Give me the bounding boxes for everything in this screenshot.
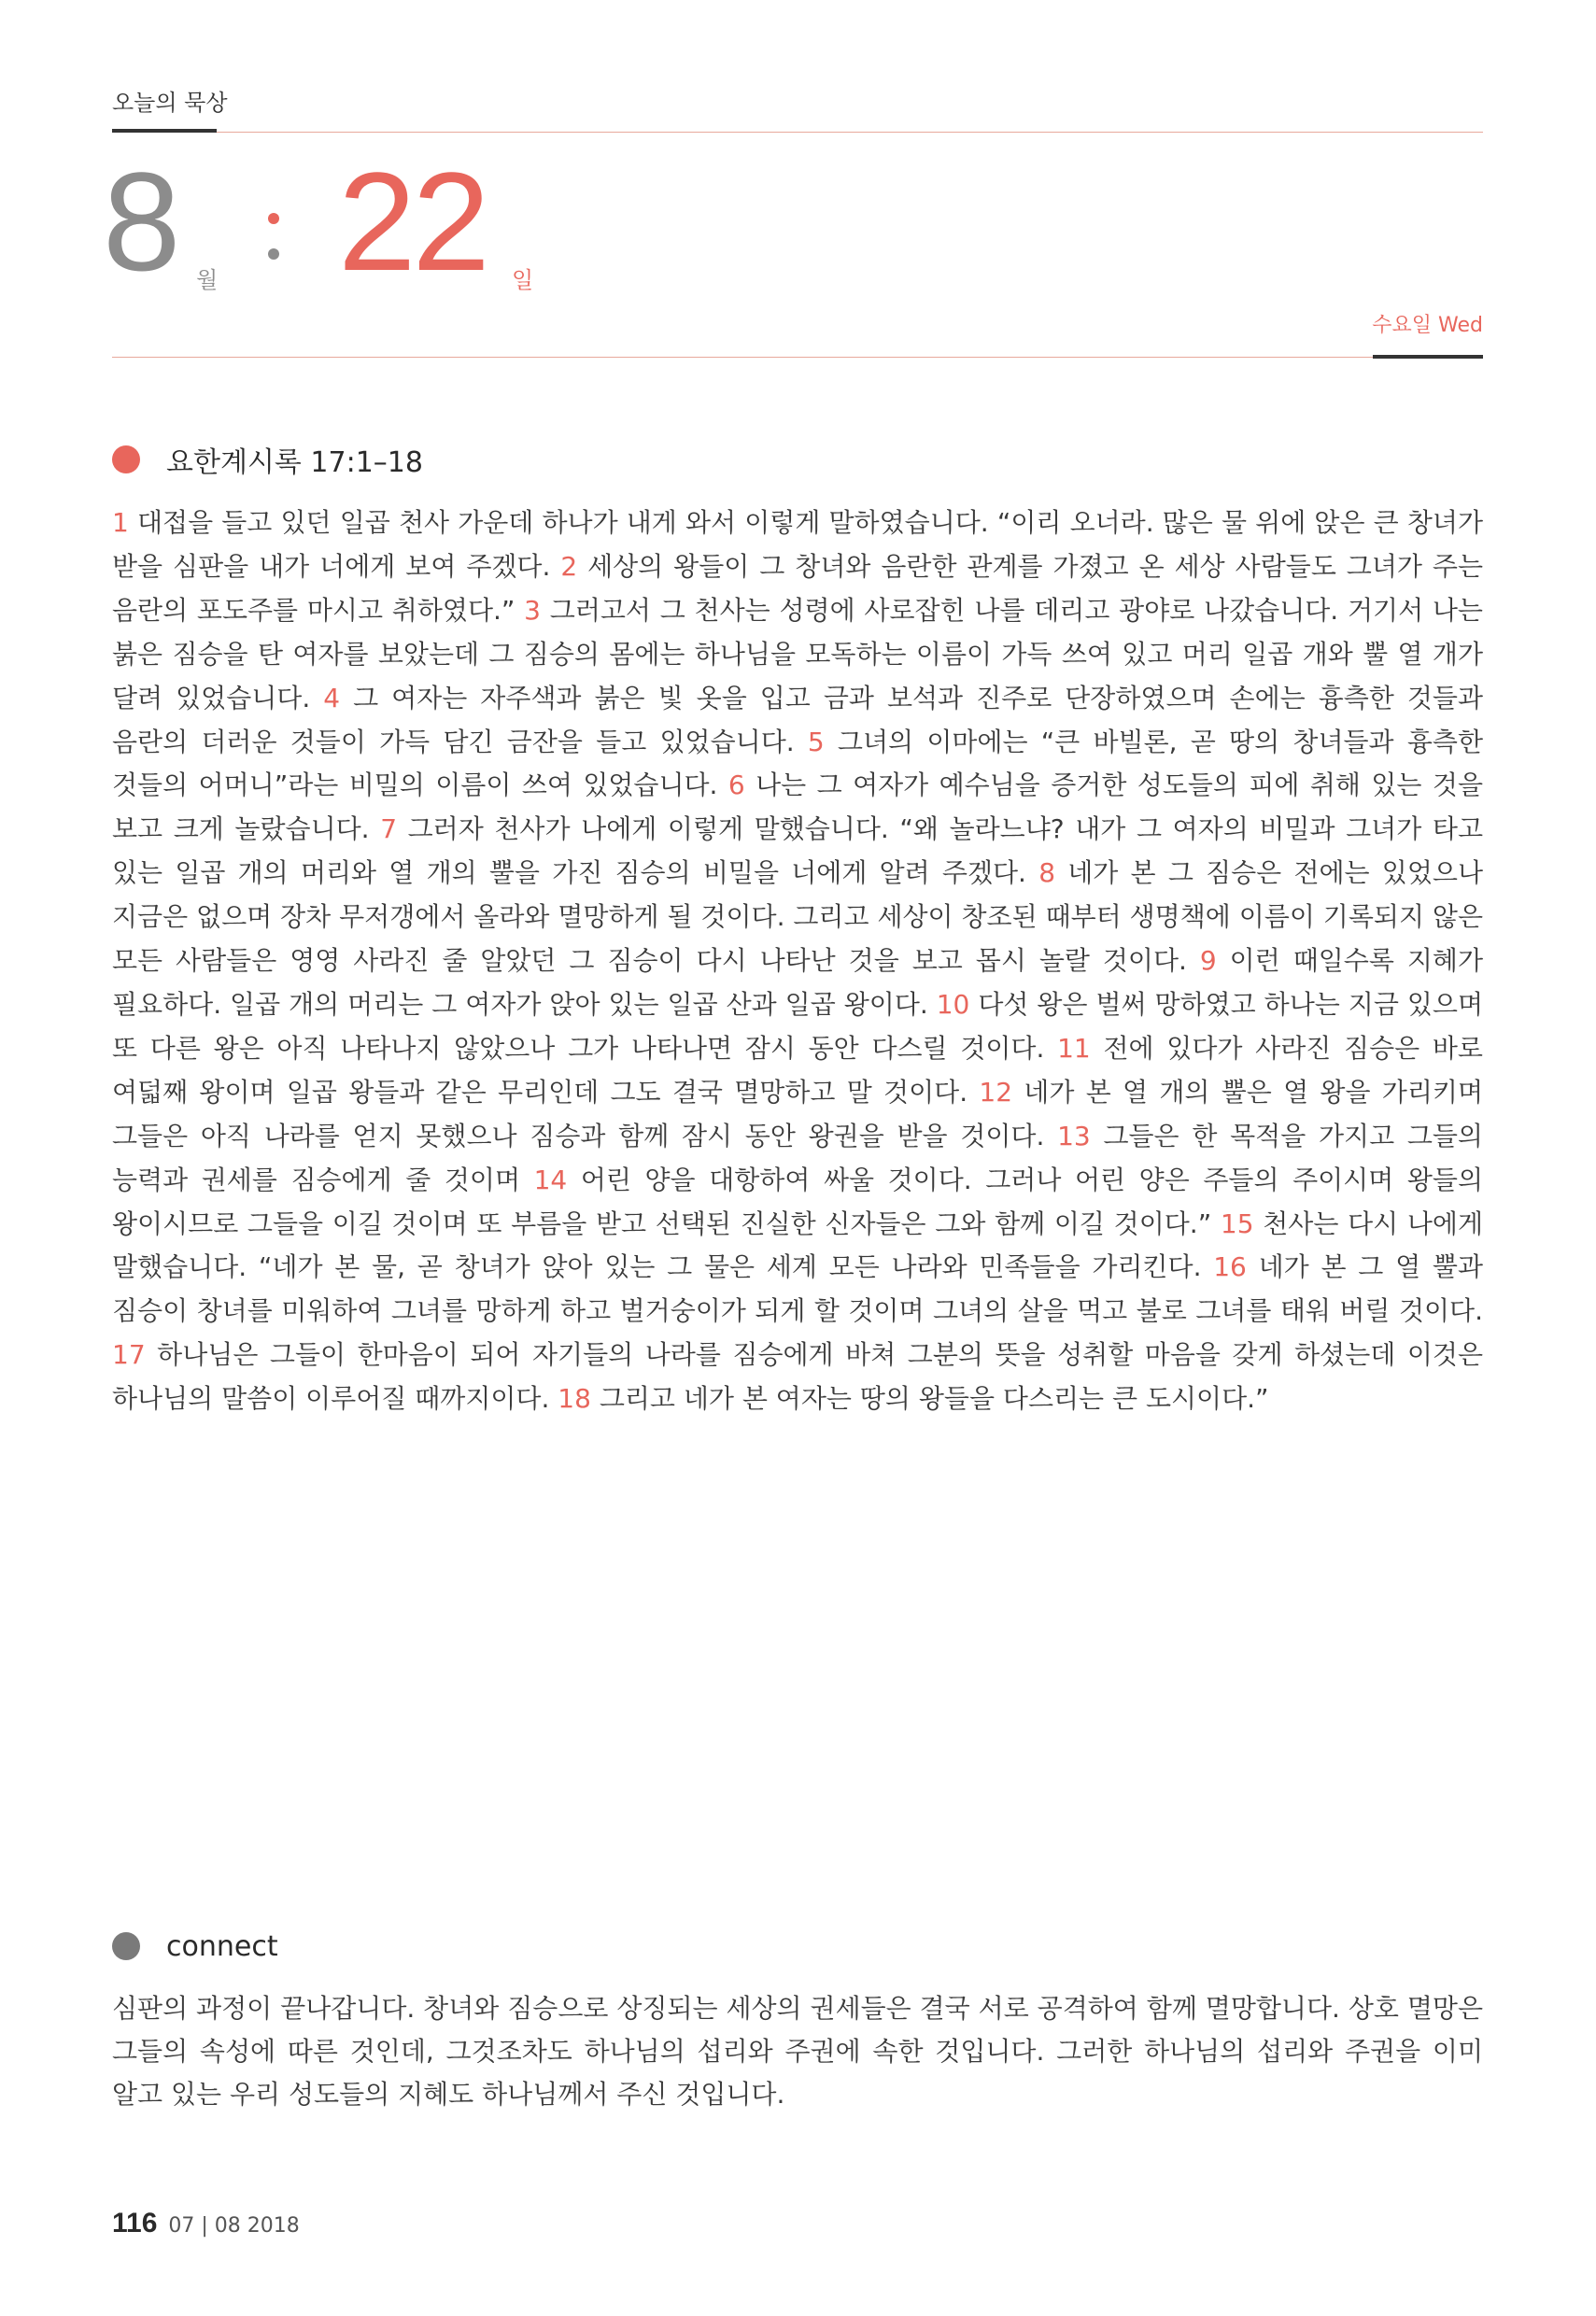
- verse-number: 3: [524, 594, 541, 626]
- date-day-unit: 일: [512, 267, 534, 293]
- verse-text: 전에 있다가 사라진 짐승은 바로 여덟째 왕이며 일곱 왕들과 같은 무리인데 그도 결국 멸망하고 말 것이다.: [112, 1032, 1483, 1108]
- verse-number: 4: [323, 682, 341, 713]
- section-label: 오늘의 묵상: [112, 90, 228, 116]
- verse-number: 14: [533, 1164, 568, 1195]
- verse-text: 어린 양을 대항하여 싸울 것이다. 그러나 어린 양은 주들의 주이시며 왕들의 왕이시므로 그들을 이길 것이며 또 부름을 받고 선택된 진실한 신자들은 그와 함께 이길 것이다.”: [112, 1164, 1483, 1239]
- scripture-heading: [112, 441, 423, 478]
- page-footer: [112, 2208, 300, 2239]
- verse-text: 그리고 네가 본 여자는 땅의 왕들을 다스리는 큰 도시이다.”: [590, 1383, 1269, 1415]
- verse-number: 6: [727, 770, 745, 801]
- date-separator: [268, 213, 279, 269]
- verse-text: 이런 때일수록 지혜가 필요하다. 일곱 개의 머리는 그 여자가 앉아 있는 일곱 산과 일곱 왕이다.: [112, 945, 1483, 1020]
- weekday: 수요일 Wed: [1372, 314, 1483, 337]
- verse-number: 9: [1199, 945, 1217, 977]
- verse-text: 그들은 한 목적을 가지고 그들의 능력과 권세를 짐승에게 줄 것이며: [112, 1120, 1483, 1195]
- verse-number: 13: [1057, 1120, 1091, 1151]
- verse-number: 12: [979, 1076, 1013, 1108]
- verse-text: 그녀의 이마에는 “큰 바빌론, 곧 땅의 창녀들과 흉측한 것들의 어머니”라는 비밀의 이름이 쓰여 있었습니다.: [112, 726, 1483, 801]
- verse-text: 나는 그 여자가 예수님을 증거한 성도들의 피에 취해 있는 것을 보고 크게 놀랐습니다.: [112, 770, 1483, 845]
- verse-text: 하나님은 그들이 한마음이 되어 자기들의 나라를 짐승에게 바쳐 그분의 뜻을 성취할 마음을 갖게 하셨는데 이것은 하나님의 말씀이 이루어질 때까지이다.: [112, 1339, 1483, 1415]
- top-rule: [217, 132, 1483, 133]
- verse-text: 네가 본 그 열 뿔과 짐승이 창녀를 미워하여 그녀를 망하게 하고 벌거숭이가 되게 할 것이며 그녀의 살을 먹고 불로 그녀를 태워 버릴 것이다.: [112, 1251, 1483, 1327]
- verse-text: 그 여자는 자주색과 붉은 빛 옷을 입고 금과 보석과 진주로 단장하였으며 손에는 흉측한 것들과 음란의 더러운 것들이 가득 담긴 금잔을 들고 있었습니다.: [112, 682, 1483, 757]
- header-rule-accent: [1373, 355, 1483, 359]
- verse-number: 11: [1057, 1032, 1091, 1064]
- verse-number: 15: [1220, 1207, 1254, 1239]
- top-rule-accent: [112, 129, 217, 133]
- verse-text: 세상의 왕들이 그 창녀와 음란한 관계를 가졌고 온 세상 사람들도 그녀가 주는 음란의 포도주를 마시고 취하였다.”: [112, 550, 1483, 626]
- date-month: 8: [103, 143, 179, 300]
- verse-number: 1: [112, 507, 129, 538]
- verse-number: 16: [1213, 1251, 1247, 1283]
- scripture-body: [112, 501, 1483, 1421]
- verse-number: 5: [807, 726, 825, 757]
- verse-text: 그러고서 그 천사는 성령에 사로잡힌 나를 데리고 광야로 나갔습니다. 거기서 나는 붉은 짐승을 탄 여자를 보았는데 그 짐승의 몸에는 하나님을 모독하는 이름이 가득 쓰여 있고 머리 일곱 개와 뿔 열 개가 달려 있었습니다.: [112, 594, 1483, 713]
- bullet-icon: [112, 445, 140, 473]
- verse-number: 10: [936, 988, 970, 1020]
- verse-text: 네가 본 열 개의 뿔은 열 왕을 가리키며 그들은 아직 나라를 얻지 못했으나 짐승과 함께 잠시 동안 왕권을 받을 것이다.: [112, 1076, 1483, 1151]
- issue-label: 07 | 08 2018: [168, 2214, 300, 2238]
- connect-title: connect: [166, 1929, 278, 1963]
- verse-number: 17: [112, 1339, 146, 1371]
- date-month-unit: 월: [196, 267, 219, 293]
- verse-number: 7: [380, 813, 398, 845]
- verse-number: 2: [560, 550, 578, 582]
- connect-text: 심판의 과정이 끝나갑니다. 창녀와 짐승으로 상징되는 세상의 권세들은 결국 서로 공격하여 함께 멸망합니다. 상호 멸망은 그들의 속성에 따른 것인데, 그것조차도 하나님의 섭리와 주권에 속한 것입니다. 그러한 하나님의 섭리와 주권을 이미 알고 있는 우리 성도들의 지혜도 하나님께서 주신 것입니다.: [112, 1993, 1483, 2110]
- verse-text: 다섯 왕은 벌써 망하였고 하나는 지금 있으며 또 다른 왕은 아직 나타나지 않았으나 그가 나타나면 잠시 동안 다스릴 것이다.: [112, 988, 1483, 1064]
- page-number: 116: [112, 2208, 158, 2238]
- date-day: 22: [338, 143, 487, 300]
- bullet-icon: [112, 1932, 140, 1960]
- verse-text: 천사는 다시 나에게 말했습니다. “네가 본 물, 곧 창녀가 앉아 있는 그 물은 세계 모든 나라와 민족들을 가리킨다.: [112, 1207, 1484, 1283]
- connect-heading: [112, 1928, 278, 1965]
- header-rule: [112, 357, 1373, 358]
- verse-text: 대접을 들고 있던 일곱 천사 가운데 하나가 내게 와서 이렇게 말하였습니다. “이리 오너라. 많은 물 위에 앉은 큰 창녀가 받을 심판을 내가 너에게 보여 주겠다.: [112, 507, 1483, 582]
- verse-text: 네가 본 그 짐승은 전에는 있었으나 지금은 없으며 장차 무저갱에서 올라와 멸망하게 될 것이다. 그리고 세상이 창조된 때부터 생명책에 이름이 기록되지 않은 모든 사람들은 영영 사라진 줄 알았던 그 짐승이 다시 나타난 것을 보고 몹시 놀랄 것이다.: [112, 857, 1483, 977]
- verse-text: 그러자 천사가 나에게 이렇게 말했습니다. “왜 놀라느냐? 내가 그 여자의 비밀과 그녀가 타고 있는 일곱 개의 머리와 열 개의 뿔을 가진 짐승의 비밀을 너에게 알려 주겠다.: [112, 813, 1483, 889]
- verse-number: 18: [558, 1383, 591, 1415]
- scripture-reference: 요한계시록 17:1–18: [166, 446, 423, 479]
- verse-number: 8: [1038, 857, 1056, 889]
